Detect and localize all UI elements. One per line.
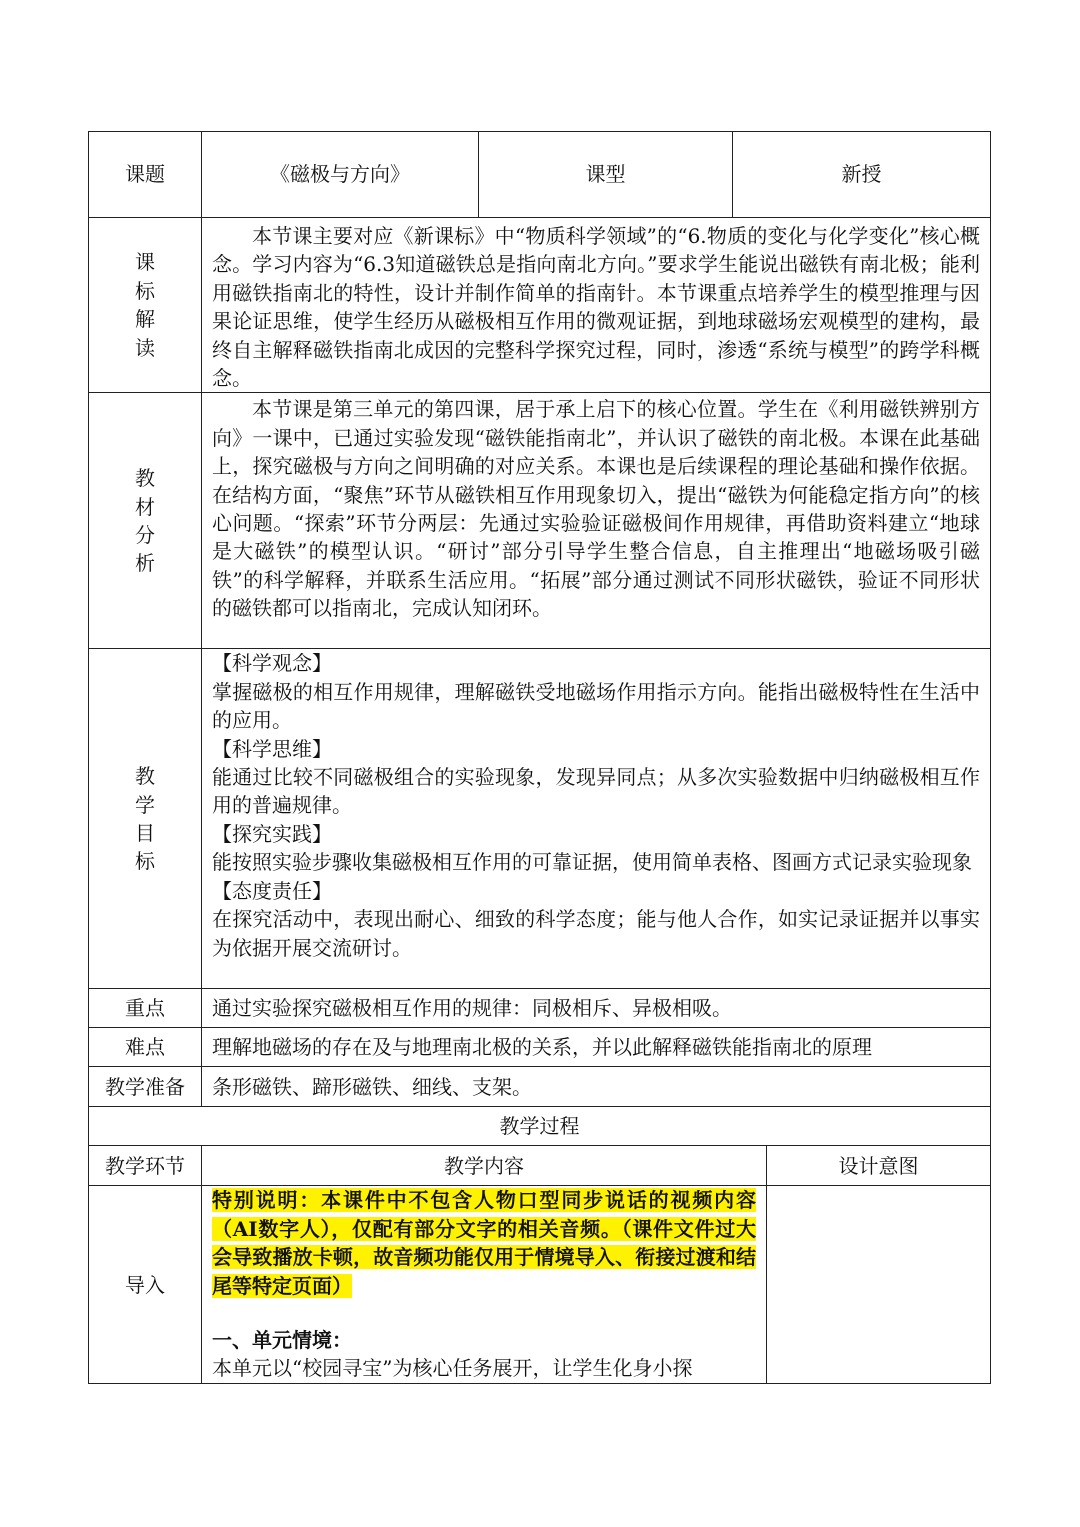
- col-intent-header: 设计意图: [767, 1146, 991, 1186]
- goals-row: [89, 649, 991, 989]
- goal-text: 能按照实验步骤收集磁极相互作用的可靠证据，使用简单表格、图画方式记录实验现象: [212, 850, 972, 875]
- intent-cell: [767, 1186, 991, 1384]
- stage-cell: 导入: [89, 1186, 202, 1384]
- goal-title: 【探究实践】: [212, 821, 332, 846]
- process-header-row: [89, 1146, 991, 1186]
- section-text: 本单元以“校园寻宝”为核心任务展开，让学生化身小探: [212, 1356, 693, 1381]
- textbook-label: 教 材 分 析: [89, 393, 202, 649]
- key-point-label: 重点: [89, 989, 202, 1028]
- lesson-plan-table: [88, 131, 991, 1384]
- process-row: [89, 1186, 991, 1384]
- spacer: [212, 1300, 756, 1326]
- process-title-row: [89, 1107, 991, 1146]
- difficulty-text: 理解地磁场的存在及与地理南北极的关系，并以此解释磁铁能指南北的原理: [202, 1028, 991, 1067]
- key-point-row: [89, 989, 991, 1028]
- section-title: 一、单元情境：: [212, 1328, 352, 1353]
- curriculum-text-cell: [202, 218, 991, 393]
- preparation-text: 条形磁铁、蹄形磁铁、细线、支架。: [202, 1067, 991, 1107]
- goal-title: 【态度责任】: [212, 878, 332, 903]
- type-value: 新授: [733, 132, 991, 218]
- textbook-text-cell: [202, 393, 991, 649]
- curriculum-text: 本节课主要对应《新课标》中“物质科学领域”的“6.物质的变化与化学变化”核心概念。学习内容为“6.3知道磁铁总是指向南北方向。”要求学生能说出磁铁有南北极；能利用磁铁指南北的特性，设计并制作简单的指南针。本节课重点培养学生的模型推理与因果论证思维，使学生经历从磁极相互作用的微观证据，到地球磁场宏观模型的建构，最终自主解释磁铁指南北成因的完整科学探究过程，同时，渗透“系统与模型”的跨学科概念。: [212, 224, 980, 391]
- curriculum-label: 课 标 解 读: [89, 218, 202, 393]
- col-stage-header: 教学环节: [89, 1146, 202, 1186]
- topic-label: 课题: [89, 132, 202, 218]
- special-note-text: 特别说明：本课件中不包含人物口型同步说话的视频内容（AI数字人），仅配有部分文字的相关音频。（课件文件过大会导致播放卡顿，故音频功能仅用于情境导入、衔接过渡和结尾等特定页面）: [212, 1188, 756, 1298]
- topic-value: 《磁极与方向》: [202, 132, 479, 218]
- difficulty-row: [89, 1028, 991, 1067]
- goal-text: 在探究活动中，表现出耐心、细致的科学态度；能与他人合作，如实记录证据并以事实为依据开展交流研讨。: [212, 907, 980, 960]
- col-content-header: 教学内容: [202, 1146, 767, 1186]
- goals-label: 教 学 目 标: [89, 649, 202, 989]
- special-note: [212, 1186, 756, 1300]
- key-point-text: 通过实验探究磁极相互作用的规律：同极相斥、异极相吸。: [202, 989, 991, 1028]
- preparation-label: 教学准备: [89, 1067, 202, 1107]
- textbook-row: [89, 393, 991, 649]
- goal-title: 【科学思维】: [212, 736, 332, 761]
- process-title: 教学过程: [89, 1107, 991, 1146]
- textbook-text: 本节课是第三单元的第四课，居于承上启下的核心位置。学生在《利用磁铁辨别方向》一课中，已通过实验发现“磁铁能指南北”，并认识了磁铁的南北极。本课在此基础上，探究磁极与方向之间明确的对应关系。本课也是后续课程的理论基础和操作依据。在结构方面，“聚焦”环节从磁铁相互作用现象切入，提出“磁铁为何能稳定指方向”的核心问题。“探索”环节分两层：先通过实验验证磁极间作用规律，再借助资料建立“地球是大磁铁”的模型认识。“研讨”部分引导学生整合信息，自主推理出“地磁场吸引磁铁”的科学解释，并联系生活应用。“拓展”部分通过测试不同形状磁铁，验证不同形状的磁铁都可以指南北，完成认知闭环。: [212, 397, 980, 621]
- goal-title: 【科学观念】: [212, 651, 332, 676]
- curriculum-row: [89, 218, 991, 393]
- goals-cell: [202, 649, 991, 989]
- difficulty-label: 难点: [89, 1028, 202, 1067]
- header-row: [89, 132, 991, 218]
- type-label: 课型: [479, 132, 733, 218]
- goal-text: 掌握磁极的相互作用规律，理解磁铁受地磁场作用指示方向。能指出磁极特性在生活中的应用。: [212, 679, 980, 733]
- preparation-row: [89, 1067, 991, 1107]
- goal-text: 能通过比较不同磁极组合的实验现象，发现异同点；从多次实验数据中归纳磁极相互作用的普遍规律。: [212, 765, 980, 818]
- content-cell: [202, 1186, 767, 1384]
